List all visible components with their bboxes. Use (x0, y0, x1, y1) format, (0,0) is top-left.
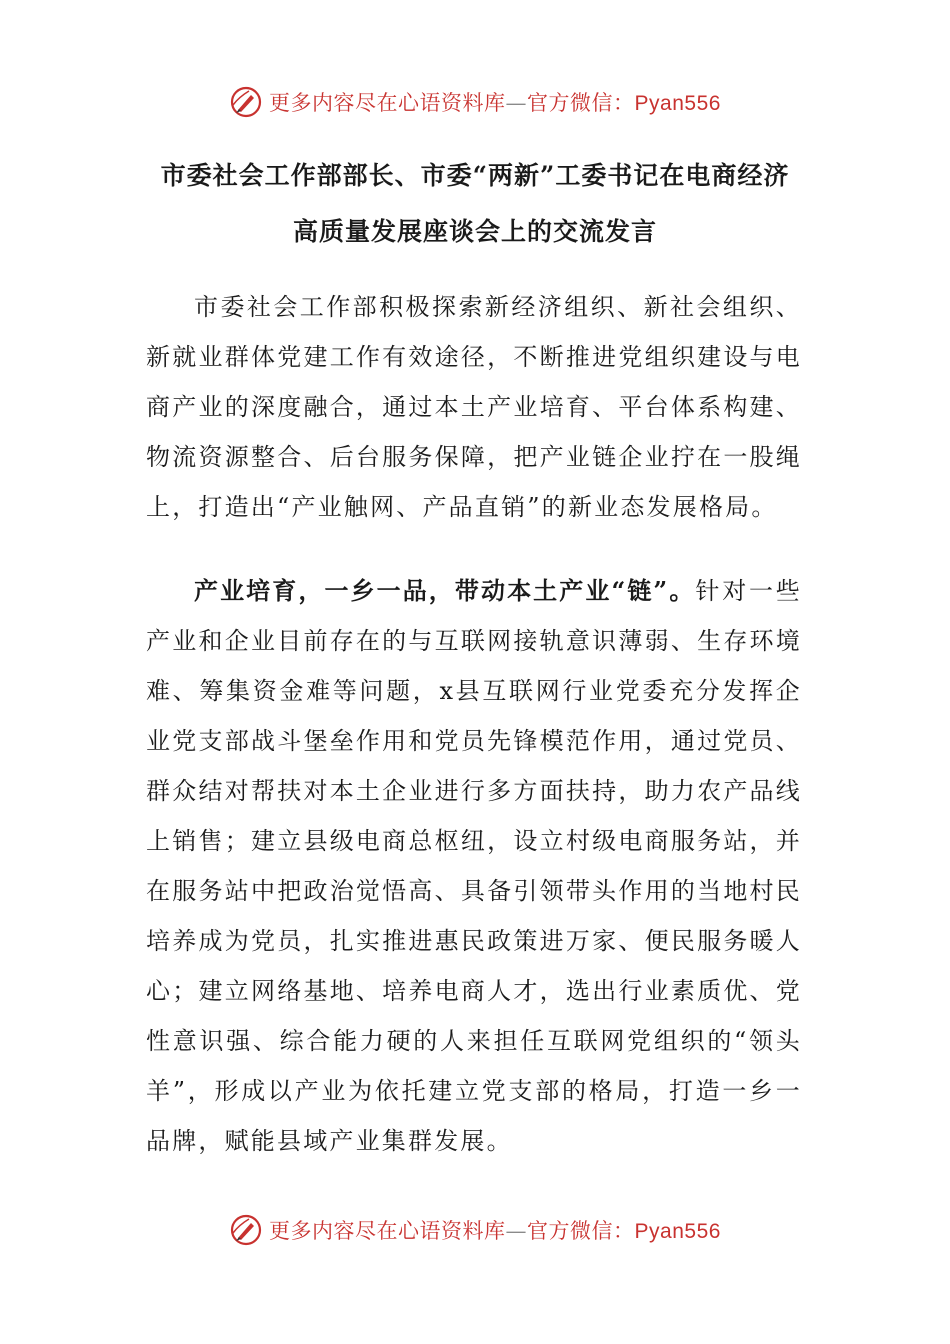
banner-wechat-id: Pyan556 (634, 1220, 721, 1243)
banner-main-text: 更多内容尽在心语资料库 (269, 91, 506, 115)
title-line-2: 高质量发展座谈会上的交流发言 (292, 217, 657, 246)
paragraph-intro (146, 282, 802, 532)
banner-wechat-id: Pyan556 (634, 92, 721, 115)
banner-wechat-label: 官方微信： (527, 91, 635, 115)
paragraph-intro-text: 市委社会工作部积极探索新经济组织、新社会组织、新就业群体党建工作有效途径，不断推进党组织建设与电商产业的深度融合，通过本土产业培育、平台体系构建、物流资源整合、后台服务保障，把产业链企业拧在一股绳上，打造出“产业触网、产品直销”的新业态发展格局。 (146, 293, 802, 521)
banner-main-text: 更多内容尽在心语资料库 (269, 1219, 506, 1243)
pen-logo-icon (229, 1213, 263, 1247)
banner-wechat-label: 官方微信： (527, 1219, 635, 1243)
title-line-1: 市委社会工作部部长、市委“两新”工委书记在电商经济 (160, 161, 790, 190)
banner-text (269, 87, 721, 117)
document-title (120, 148, 830, 260)
banner-dash: — (505, 1219, 528, 1243)
paragraph-industry-body: 针对一些产业和企业目前存在的与互联网接轨意识薄弱、生存环境难、筹集资金难等问题，x县互联网行业党委充分发挥企业党支部战斗堡垒作用和党员先锋模范作用，通过党员、群众结对帮扶对本土企业进行多方面扶持，助力农产品线上销售；建立县级电商总枢纽，设立村级电商服务站，并在服务站中把政治觉悟高、具备引领带头作用的当地村民培养成为党员，扎实推进惠民政策进万家、便民服务暖人心；建立网络基地、培养电商人才，选出行业素质优、党性意识强、综合能力硬的人来担任互联网党组织的“领头羊”，形成以产业为依托建立党支部的格局，打造一乡一品牌，赋能县域产业集群发展。 (146, 577, 802, 1155)
paragraph-industry-heading: 产业培育，一乡一品，带动本土产业“链”。 (194, 576, 696, 605)
paragraph-industry (146, 566, 802, 1166)
banner-dash: — (505, 91, 528, 115)
header-banner (0, 84, 950, 120)
pen-logo-icon (229, 85, 263, 119)
paragraph-industry-text (146, 566, 802, 1166)
banner-text (269, 1215, 721, 1245)
footer-banner (0, 1212, 950, 1248)
